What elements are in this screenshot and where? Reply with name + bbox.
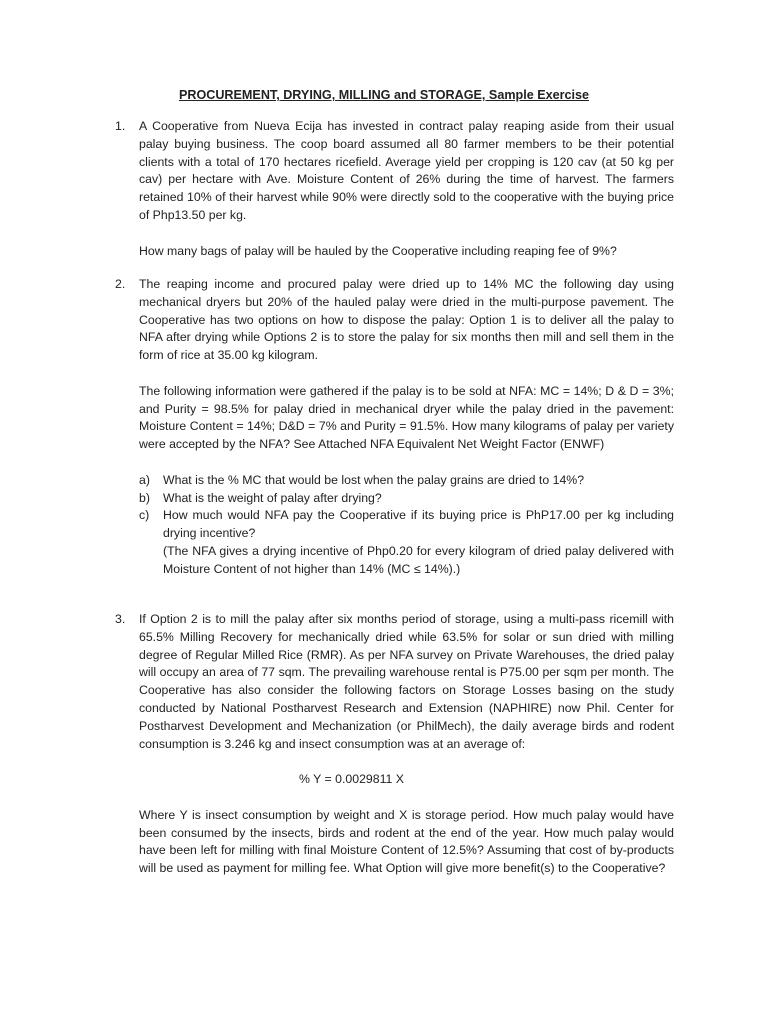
insect-consumption-formula: % Y = 0.0029811 X [299,772,404,787]
item-number: 3. [115,612,126,626]
item-3-paragraph-1: If Option 2 is to mill the palay after six months period of storage, using a multi-pass ricemill with 65.5% Milling Recovery for mechanically dried while 63.5% for solar or sun dried with milling degree of Regular Milled Rice (RMR). As per NFA survey on Private Warehouses, the dried palay will occupy an area of 77 sqm. The prevailing warehouse rental is P75.00 per sqm per month. The Cooperative has also consider the following factors on Storage Losses basing on the study conducted by National Postharvest Research and Extension (NAPHIRE) now Phil. Center for Postharvest Development and Mechanization (or PhilMech), the daily average birds and rodent consumption is 3.246 kg and insect consumption was at an average of: [139,612,674,751]
exercise-item-1 [115,118,675,260]
item-number: 2. [115,277,126,291]
sub-question-c [139,507,674,578]
sub-question-b [139,490,674,508]
sub-note: (The NFA gives a drying incentive of Php0.20 for every kilogram of dried palay delivered with Moisture Content of not higher than 14% (MC ≤ 14%).) [163,543,674,576]
exercise-item-3 [115,611,675,878]
exercise-item-2 [115,276,675,579]
item-3-paragraph-2: Where Y is insect consumption by weight and X is storage period. How much palay would have been consumed by the insects, birds and rodent at the end of the year. How much palay would have been left for milling with final Moisture Content of 12.5%? Assuming that cost of by-products will be used as payment for milling fee. What Option will give more benefit(s) to the Cooperative? [139,807,674,876]
sub-letter: a) [139,472,150,487]
item-2-paragraph-1: The reaping income and procured palay were dried up to 14% MC the following day using mechanical dryers but 20% of the hauled palay were dried in the multi-purpose pavement. The Cooperative has two options on how to dispose the palay: Option 1 is to deliver all the palay to NFA after drying while Options 2 is to store the palay for six months then mill and sell them in the form of rice at 35.00 kg kilogram. [139,277,674,363]
sub-letter: c) [139,508,150,523]
sub-text: What is the % MC that would be lost when the palay grains are dried to 14%? [163,472,585,487]
document-title: PROCUREMENT, DRYING, MILLING and STORAGE, Sample Exercise [178,88,590,102]
item-number: 1. [115,119,126,133]
sub-text: How much would NFA pay the Cooperative if its buying price is PhP17.00 per kg including drying incentive? [163,508,674,541]
item-2-paragraph-2: The following information were gathered if the palay is to be sold at NFA: MC = 14%; D & D = 3%; and Purity = 98.5% for palay dried in mechanical dryer while the palay dried in the pavement: Moisture Content = 14%; D&D = 7% and Purity = 91.5%. How many kilograms of palay per variety were accepted by the NFA? See Attached NFA Equivalent Net Weight Factor (ENWF) [139,383,674,452]
sub-text: What is the weight of palay after drying? [163,490,382,505]
sub-question-a [139,472,674,490]
sub-letter: b) [139,490,150,505]
item-1-paragraph: A Cooperative from Nueva Ecija has invested in contract palay reaping aside from their usual palay buying business. The coop board assumed all 80 farmer members to be their potential clients with a total of 170 hectares ricefield. Average yield per cropping is 120 cav (at 50 kg per cav) per hectare with Ave. Moisture Content of 26% during the time of harvest. The farmers retained 10% of their harvest while 90% were directly sold to the cooperative with the buying price of Php13.50 per kg. [139,119,674,222]
item-1-question: How many bags of palay will be hauled by the Cooperative including reaping fee of 9%? [139,243,617,258]
